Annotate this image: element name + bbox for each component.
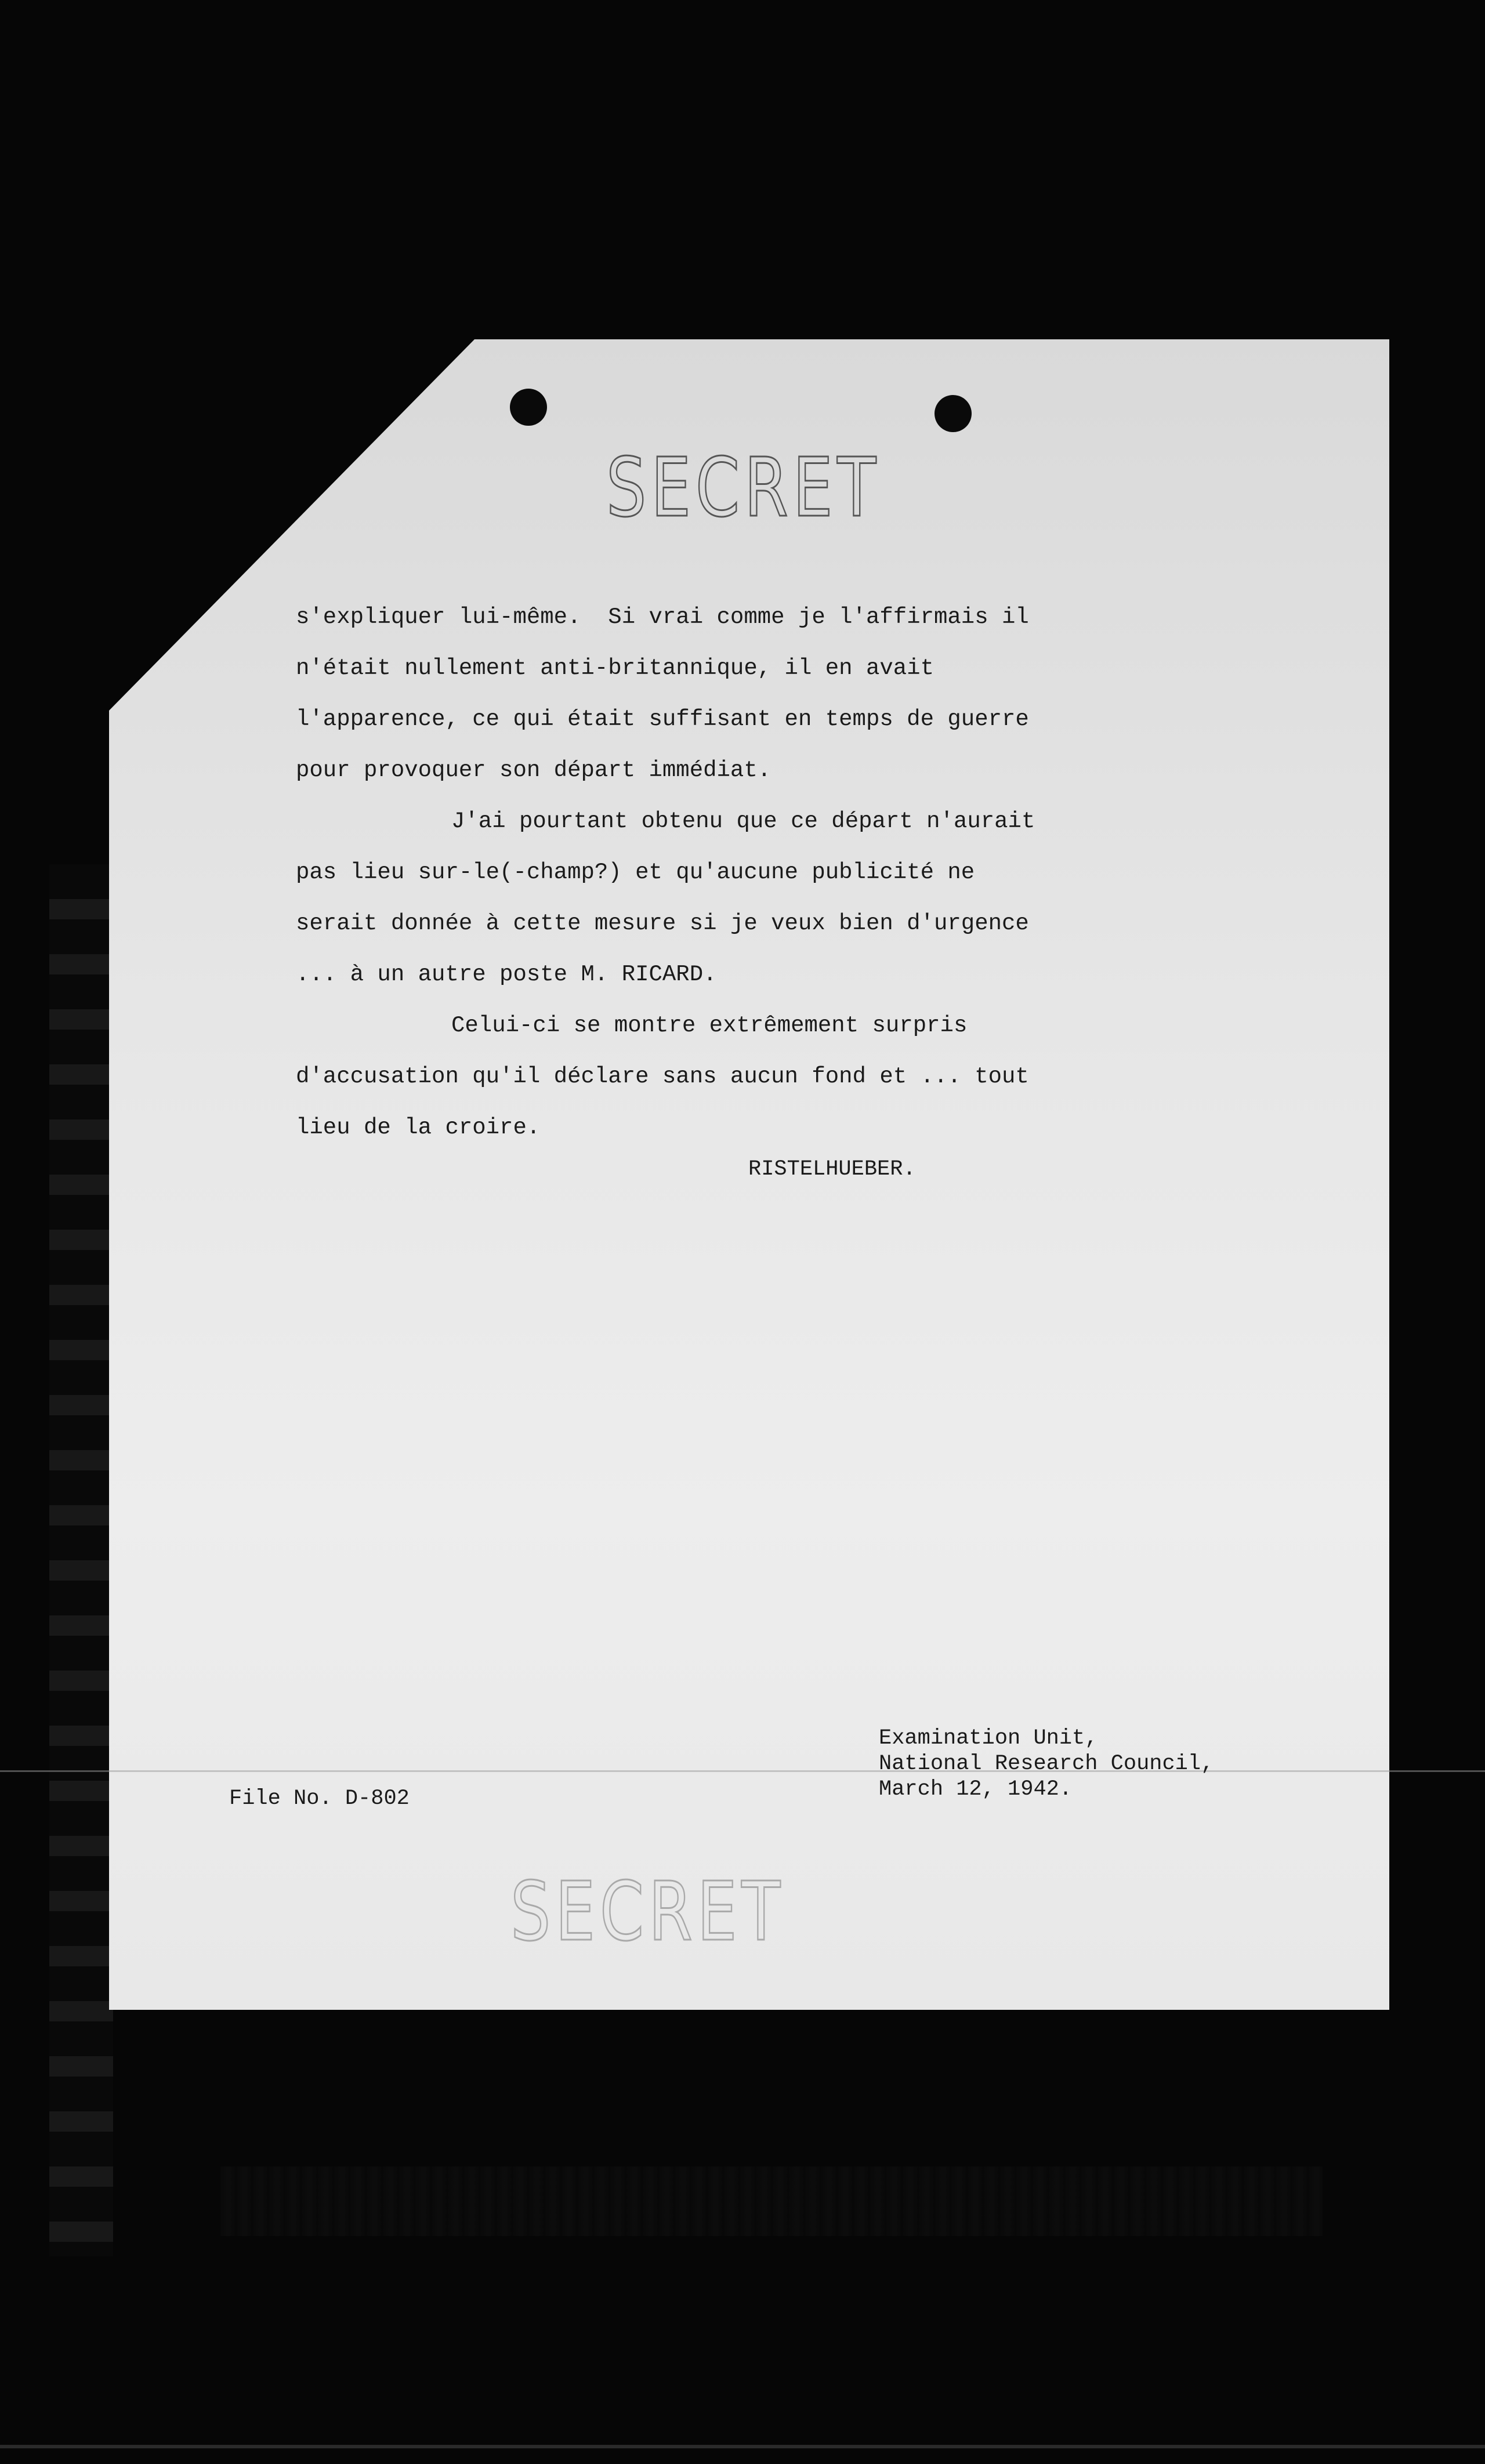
secret-stamp-bottom: SECRET bbox=[510, 1865, 785, 1959]
paragraph-1: s'expliquer lui-même. Si vrai comme je l'affirmais il n'était nullement anti-britannique, il en avait l'apparence, ce qui était suffisant en temps de guerre pour provoquer son départ immédiat. bbox=[296, 604, 1029, 783]
film-noise bbox=[220, 2166, 1323, 2236]
footer-line-date: March 12, 1942. bbox=[879, 1777, 1073, 1802]
paragraph-2: J'ai pourtant obtenu que ce départ n'aurait pas lieu sur-le(-champ?) et qu'aucune publicité ne serait donnée à cette mesure si je veux bien d'urgence ... à un autre poste M. RICARD. bbox=[296, 809, 1035, 987]
punch-hole-left bbox=[510, 389, 547, 426]
film-edge bbox=[49, 864, 113, 2256]
letter-body bbox=[296, 592, 1166, 1153]
scan-line bbox=[0, 2445, 1485, 2448]
footer-line-council: National Research Council, bbox=[879, 1752, 1214, 1776]
punch-hole-right bbox=[935, 395, 972, 432]
file-number: File No. D-802 bbox=[229, 1787, 410, 1811]
secret-stamp-top: SECRET bbox=[606, 441, 881, 535]
examination-unit-block bbox=[879, 1726, 1214, 1802]
fold-line bbox=[0, 1770, 1485, 1772]
signature: RISTELHUEBER. bbox=[748, 1157, 916, 1182]
paragraph-3: Celui-ci se montre extrêmement surpris d'accusation qu'il déclare sans aucun fond et ... tout lieu de la croire. bbox=[296, 1013, 1029, 1140]
footer-line-unit: Examination Unit, bbox=[879, 1726, 1098, 1751]
